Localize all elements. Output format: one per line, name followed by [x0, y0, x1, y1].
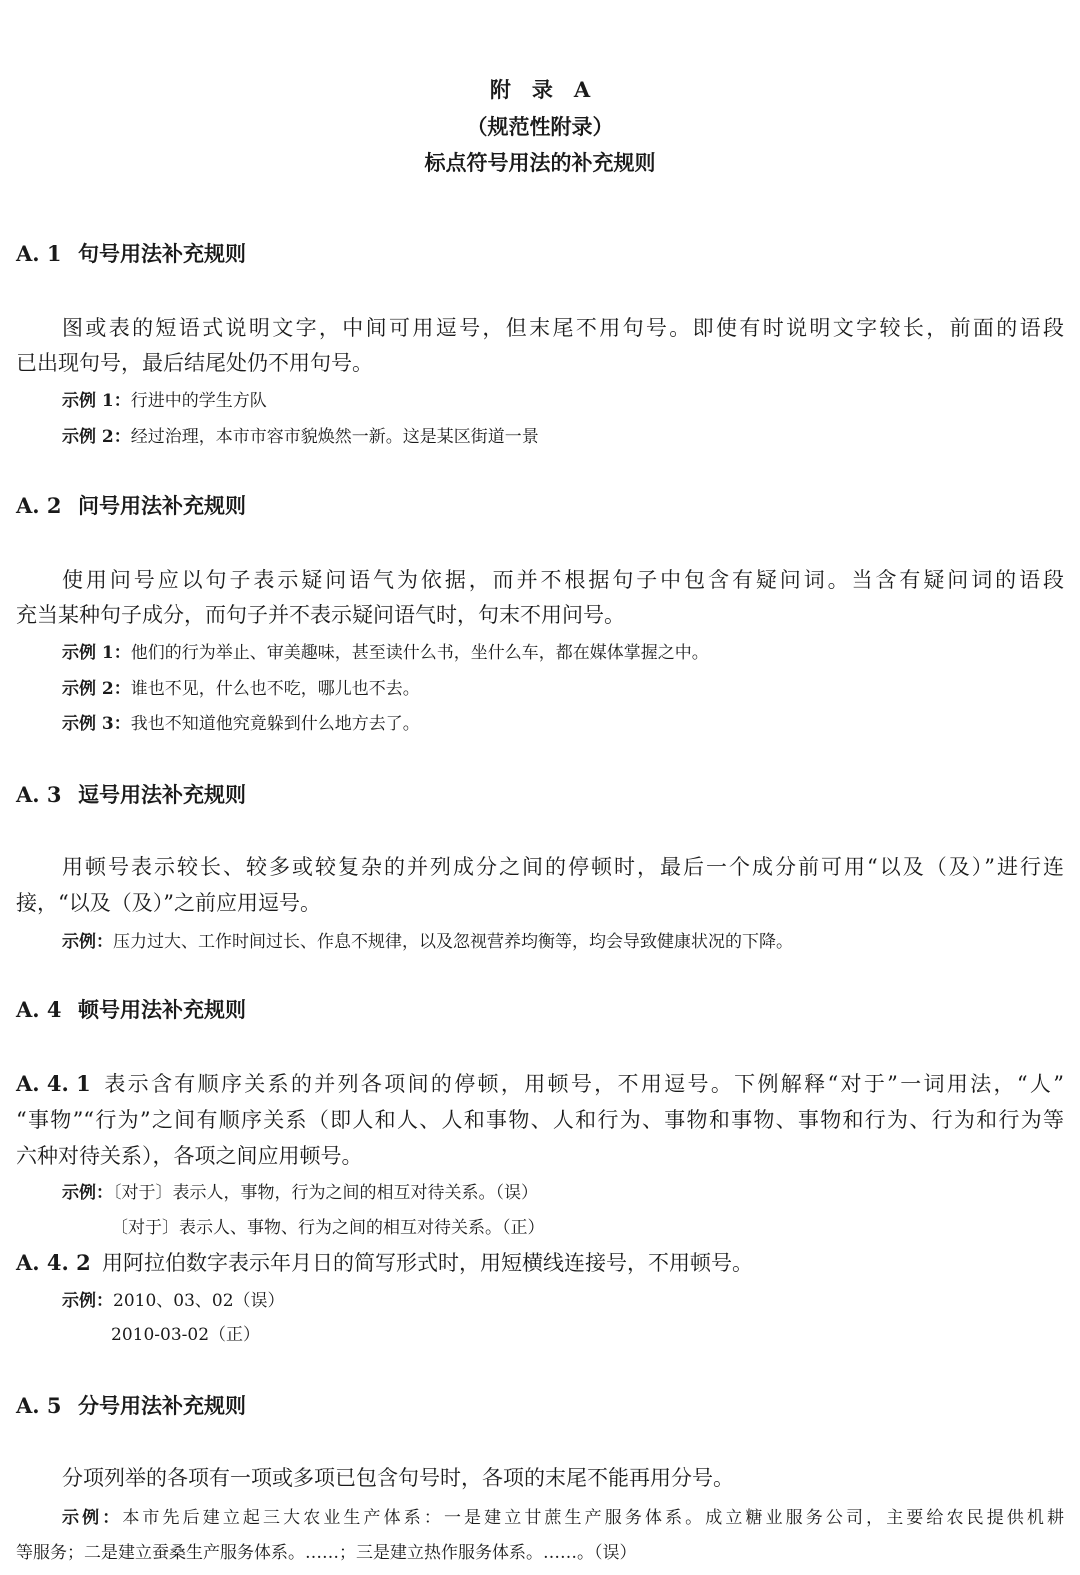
example-line: 示例：压力过大、工作时间过长、作息不规律，以及忽视营养均衡等，均会导致健康状况的下降。 [62, 932, 793, 952]
example-line: 示例 3：我也不知道他究竟躲到什么地方去了。 [62, 714, 420, 734]
paragraph-line: 图或表的短语式说明文字，中间可用逗号，但末尾不用句号。即使有时说明文字较长，前面的语段 [62, 316, 1064, 340]
section-a1-heading [16, 238, 246, 268]
example-line: 〔对于〕表示人、事物、行为之间的相互对待关系。（正） [111, 1218, 545, 1238]
example-line: 示例：2010、03、02（误） [62, 1291, 285, 1311]
example-line: 等服务；二是建立蚕桑生产服务体系。……；三是建立热作服务体系。……。（误） [16, 1543, 637, 1563]
paragraph-line: 用顿号表示较长、较多或较复杂的并列成分之间的停顿时，最后一个成分前可用“以及（及）”进行连 [62, 855, 1064, 879]
paragraph-line: “事物”“行为”之间有顺序关系（即人和人、人和事物、人和行为、事物和事物、事物和行为、行为和行为等 [16, 1108, 1064, 1132]
section-number: A. 5 [16, 1393, 62, 1418]
appendix-title: 附 录 A [489, 77, 591, 102]
section-title: 句号用法补充规则 [78, 241, 246, 266]
example-line: 示例 2：谁也不见，什么也不吃，哪儿也不去。 [62, 679, 420, 699]
section-number: A. 4 [16, 997, 62, 1022]
example-line: 示例：本市先后建立起三大农业生产体系：一是建立甘蔗生产服务体系。成立糖业服务公司，主要给农民提供机耕 [62, 1508, 1065, 1528]
section-a3-heading [16, 779, 246, 809]
example-line: 2010-03-02（正） [111, 1325, 261, 1345]
example-line: 示例：〔对于〕表示人，事物，行为之间的相互对待关系。（误） [62, 1183, 538, 1203]
section-title: 分号用法补充规则 [78, 1393, 246, 1418]
example-line: 示例 1：行进中的学生方队 [62, 391, 267, 411]
section-number: A. 1 [16, 241, 62, 266]
subsection-a42-line: A. 4. 2 用阿拉伯数字表示年月日的简写形式时，用短横线连接号，不用顿号。 [16, 1250, 753, 1275]
section-title: 逗号用法补充规则 [78, 782, 246, 807]
subsection-number: A. 4. 1 [16, 1071, 91, 1096]
subsection-a41-line: A. 4. 1 表示含有顺序关系的并列各项间的停顿，用顿号，不用逗号。下例解释“对于”一词用法，“人” [16, 1071, 1064, 1096]
example-line: 示例 2：经过治理，本市市容市貌焕然一新。这是某区街道一景 [62, 427, 539, 447]
paragraph-line: 接，“以及（及）”之前应用逗号。 [16, 891, 321, 915]
paragraph-line: 六种对待关系），各项之间应用顿号。 [16, 1144, 363, 1168]
section-a2-heading [16, 490, 246, 520]
section-number: A. 2 [16, 493, 62, 518]
section-title: 顿号用法补充规则 [78, 997, 246, 1022]
section-title: 问号用法补充规则 [78, 493, 246, 518]
section-a4-heading [16, 994, 246, 1024]
paragraph-line: 已出现句号，最后结尾处仍不用句号。 [16, 351, 373, 375]
paragraph-line: 使用问号应以句子表示疑问语气为依据，而并不根据句子中包含有疑问词。当含有疑问词的语段 [62, 568, 1064, 592]
appendix-subtitle: （规范性附录） [466, 114, 614, 139]
subsection-number: A. 4. 2 [16, 1250, 91, 1275]
paragraph-line: 充当某种句子成分，而句子并不表示疑问语气时，句末不用问号。 [16, 603, 625, 627]
section-number: A. 3 [16, 782, 62, 807]
section-a5-heading [16, 1390, 246, 1420]
paragraph-line: 分项列举的各项有一项或多项已包含句号时，各项的末尾不能再用分号。 [62, 1466, 734, 1490]
example-line: 示例 1：他们的行为举止、审美趣味，甚至读什么书，坐什么车，都在媒体掌握之中。 [62, 643, 709, 663]
appendix-heading: 标点符号用法的补充规则 [424, 150, 656, 175]
